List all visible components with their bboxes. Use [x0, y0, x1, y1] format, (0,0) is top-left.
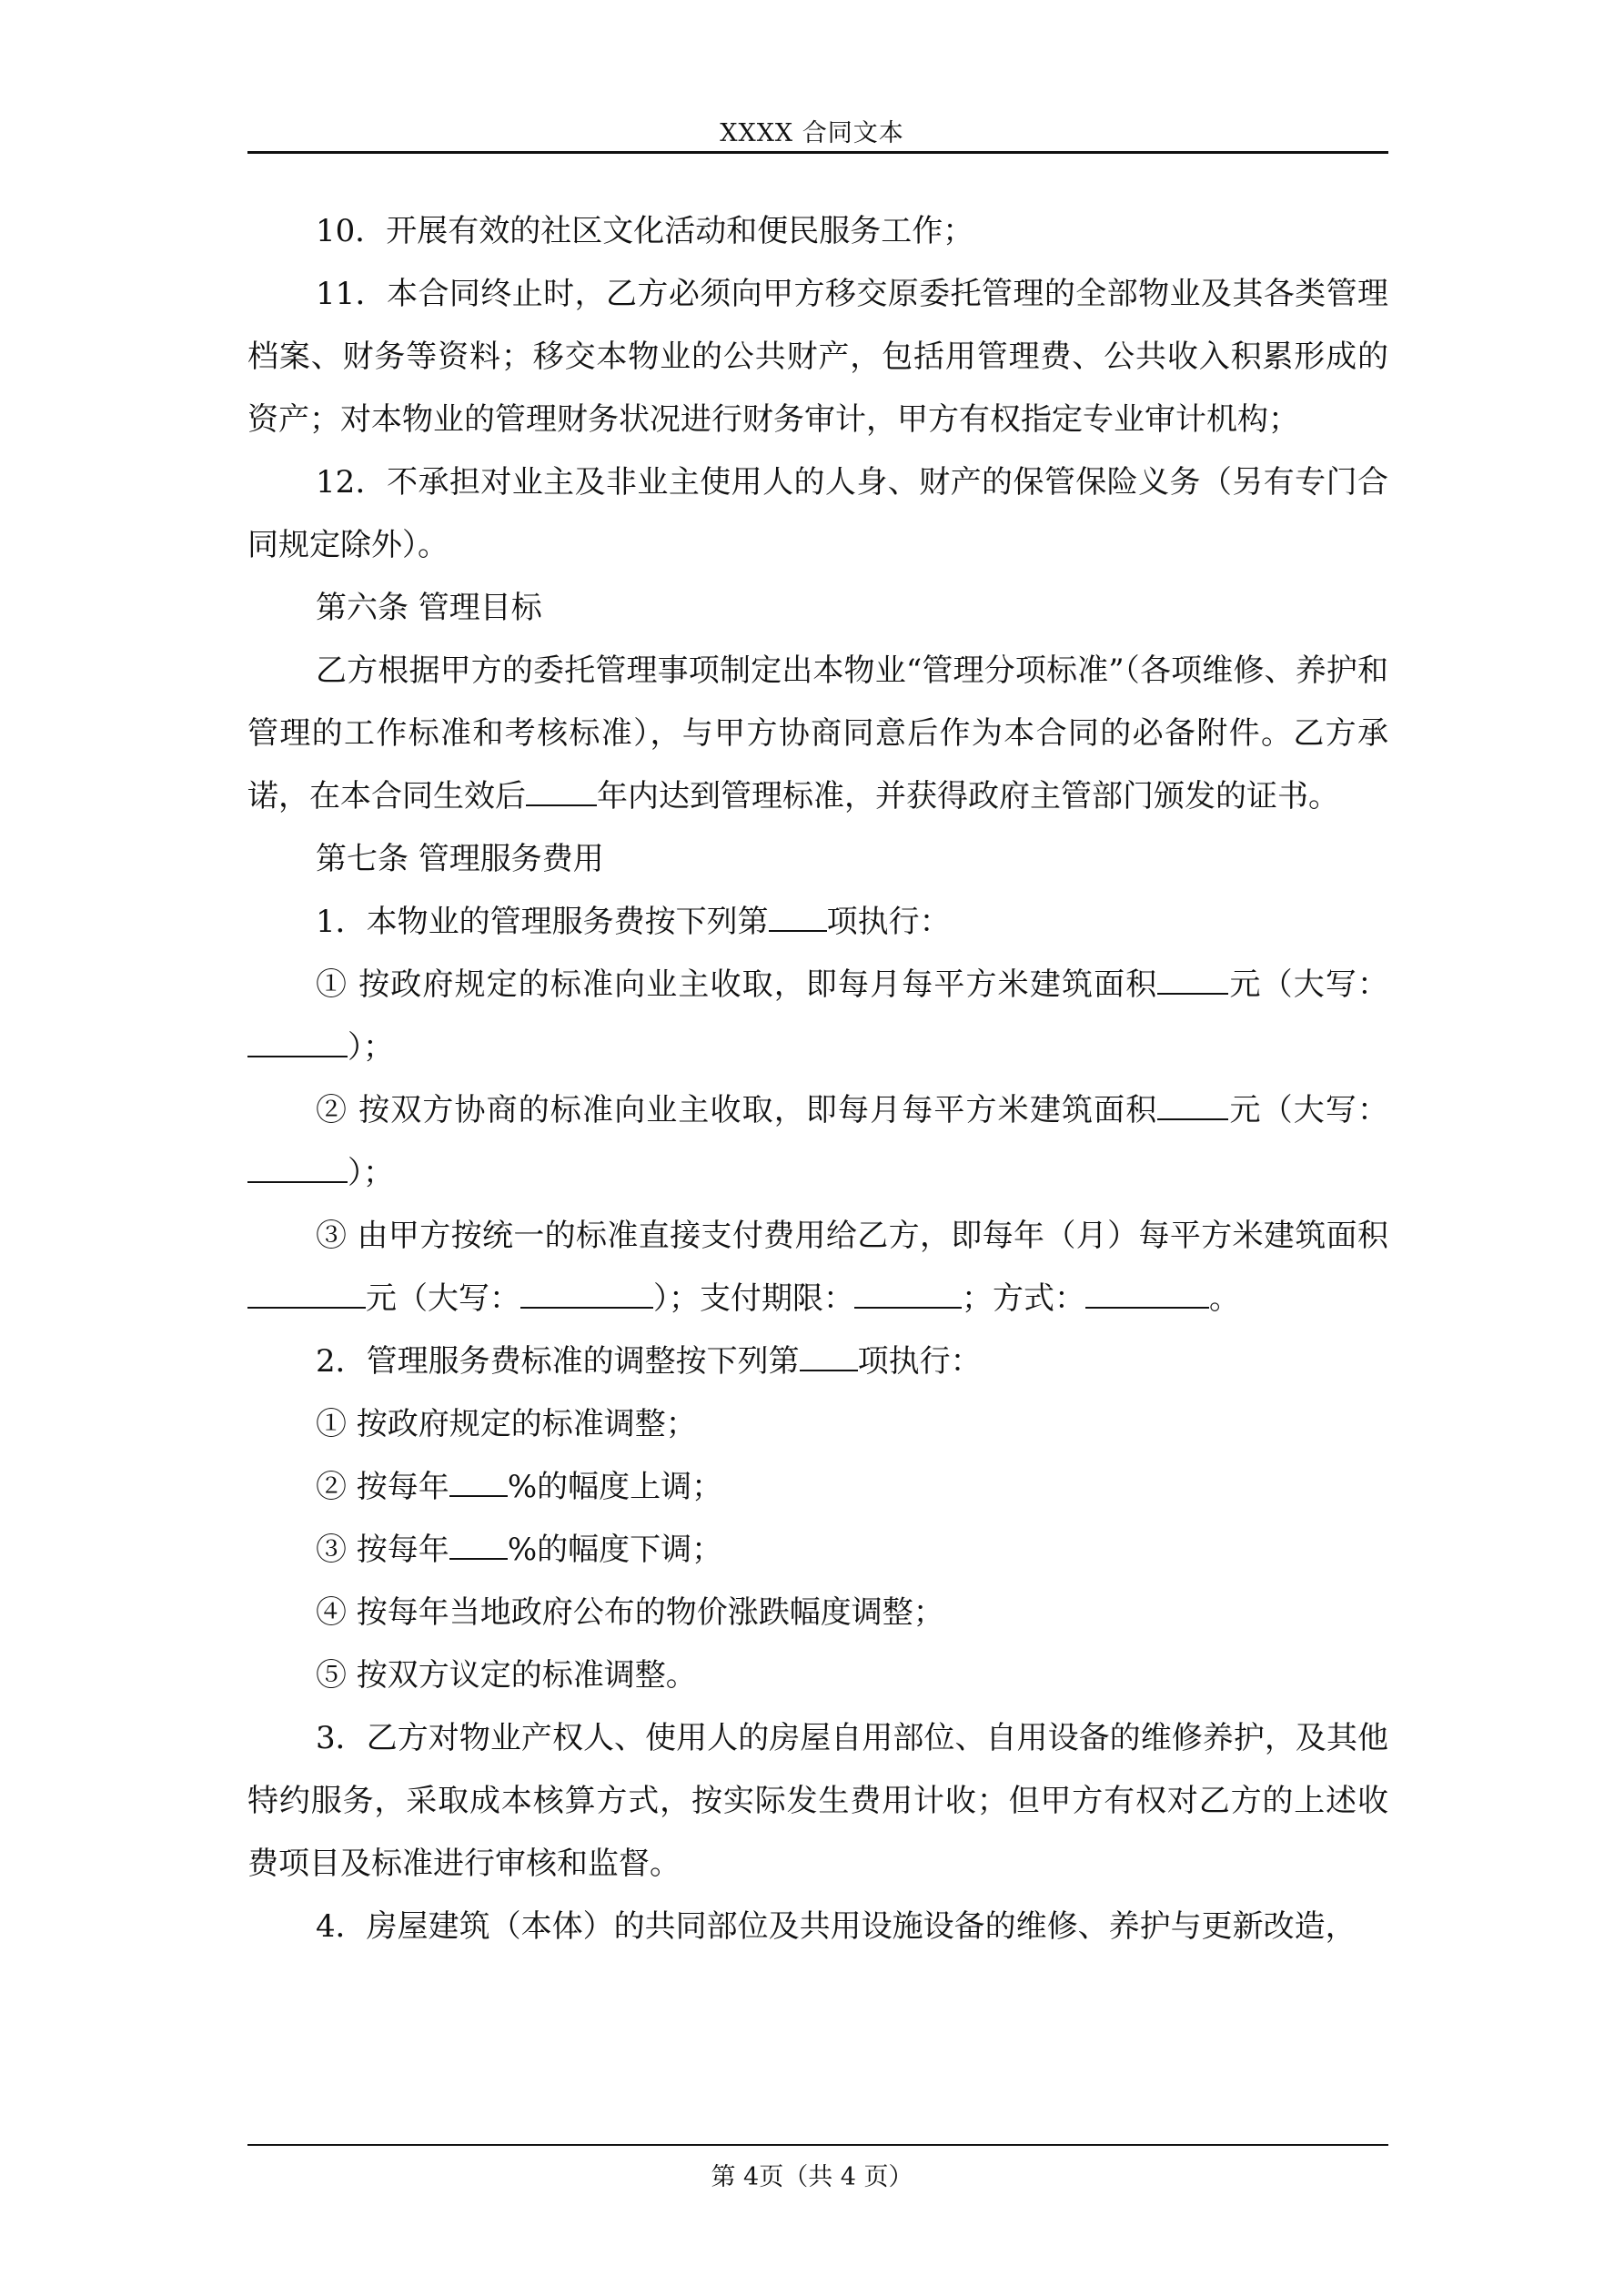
- fee-option-1: [247, 954, 1388, 1079]
- page-number: 第 4页（共 4 页）: [711, 2163, 913, 2191]
- adjust-down-percent-blank[interactable]: [449, 1531, 508, 1560]
- clause-11: 11．本合同终止时，乙方必须向甲方移交原委托管理的全部物业及其各类管理档案、财务等资料；移交本物业的公共财产，包括用管理费、公共收入积累形成的资产；对本物业的管理财务状况进行财务审计，甲方有权指定专业审计机构；: [247, 276, 1388, 438]
- footer-divider: [247, 2144, 1388, 2146]
- fee-item-2-text-a: 2．管理服务费标准的调整按下列第: [316, 1343, 800, 1380]
- article-6-paragraph: [247, 640, 1388, 828]
- adjust-up-percent-blank[interactable]: [449, 1468, 508, 1497]
- fee-option-2-text-a: ② 按双方协商的标准向业主收取，即每月每平方米建筑面积: [316, 1092, 1158, 1128]
- fee-item-4: 4．房屋建筑（本体）的共同部位及共用设施设备的维修、养护与更新改造，: [316, 1908, 1357, 1945]
- years-blank[interactable]: [526, 777, 597, 806]
- fee-option-3-text-b: 元（大写：: [366, 1280, 520, 1317]
- fee-item-1: [247, 891, 1388, 954]
- fee-option-3-period-blank[interactable]: [854, 1279, 962, 1309]
- document-header-title: XXXX 合同文本: [720, 119, 904, 147]
- fee-option-3-capital-blank[interactable]: [520, 1279, 653, 1309]
- fee-item-2-blank[interactable]: [800, 1342, 858, 1371]
- fee-item-1-text-b: 项执行：: [826, 904, 951, 940]
- fee-option-1-text-b: 元（大写：: [1228, 966, 1388, 1003]
- fee-option-3-text-a: ③ 由甲方按统一的标准直接支付费用给乙方，即每年（月）每平方米建筑面积: [316, 1218, 1388, 1254]
- fee-option-2: [247, 1079, 1388, 1205]
- fee-option-3-amount-blank[interactable]: [247, 1279, 366, 1309]
- fee-option-3-text-e: 。: [1209, 1280, 1240, 1317]
- article-6-heading: 第六条 管理目标: [316, 590, 542, 626]
- adjust-option-3-text-a: ③ 按每年: [316, 1532, 449, 1568]
- fee-option-1-text-a: ① 按政府规定的标准向业主收取，即每月每平方米建筑面积: [316, 966, 1158, 1003]
- commitment-text-a: 乙方承诺，在本合同生效后: [247, 715, 1388, 814]
- fee-option-3-text-d: ；方式：: [962, 1280, 1085, 1317]
- adjust-option-1: ① 按政府规定的标准调整；: [316, 1406, 697, 1442]
- fee-option-1-capital-blank[interactable]: [247, 1028, 348, 1057]
- adjust-option-5: ⑤ 按双方议定的标准调整。: [316, 1657, 697, 1694]
- fee-item-1-blank[interactable]: [769, 903, 827, 932]
- adjust-option-2-text-a: ② 按每年: [316, 1469, 449, 1505]
- adjust-option-4: ④ 按每年当地政府公布的物价涨跌幅度调整；: [316, 1594, 944, 1631]
- fee-option-3: [247, 1205, 1388, 1330]
- fee-item-3: 3．乙方对物业产权人、使用人的房屋自用部位、自用设备的维修养护，及其他特约服务，采取成本核算方式，按实际发生费用计收；但甲方有权对乙方的上述收费项目及标准进行审核和监督。: [247, 1720, 1388, 1882]
- fee-option-2-text-c: ）；: [348, 1155, 394, 1191]
- clause-10: 10．开展有效的社区文化活动和便民服务工作；: [316, 213, 974, 249]
- clause-12: 12．不承担对业主及非业主使用人的人身、财产的保管保险义务（另有专门合同规定除外）。: [247, 464, 1388, 563]
- commitment-text-b: 年内达到管理标准，并获得政府主管部门颁发的证书。: [597, 778, 1339, 814]
- fee-item-1-text-a: 1．本物业的管理服务费按下列第: [316, 904, 769, 940]
- fee-option-2-amount-blank[interactable]: [1157, 1091, 1228, 1120]
- article-6-text: 乙方根据甲方的委托管理事项制定出本物业“管理分项标准”（各项维修、养护和管理的工作标准和考核标准），与甲方协商同意后作为本合同的必备附件。: [247, 652, 1388, 752]
- adjust-option-3-text-b: %的幅度下调；: [507, 1532, 723, 1568]
- fee-option-3-text-c: ）；支付期限：: [653, 1280, 854, 1317]
- fee-option-2-text-b: 元（大写：: [1228, 1092, 1388, 1128]
- fee-option-1-amount-blank[interactable]: [1157, 966, 1228, 995]
- fee-item-2: [247, 1330, 1388, 1393]
- fee-option-3-method-blank[interactable]: [1085, 1279, 1209, 1309]
- fee-option-1-text-c: ）；: [348, 1029, 394, 1066]
- fee-option-2-capital-blank[interactable]: [247, 1154, 348, 1183]
- article-7-heading: 第七条 管理服务费用: [316, 841, 604, 877]
- header-divider: [247, 151, 1388, 154]
- adjust-option-2: [247, 1456, 1388, 1519]
- fee-item-2-text-b: 项执行：: [857, 1343, 982, 1380]
- adjust-option-3: [247, 1519, 1388, 1582]
- document-body: [247, 200, 1388, 1958]
- adjust-option-2-text-b: %的幅度上调；: [507, 1469, 723, 1505]
